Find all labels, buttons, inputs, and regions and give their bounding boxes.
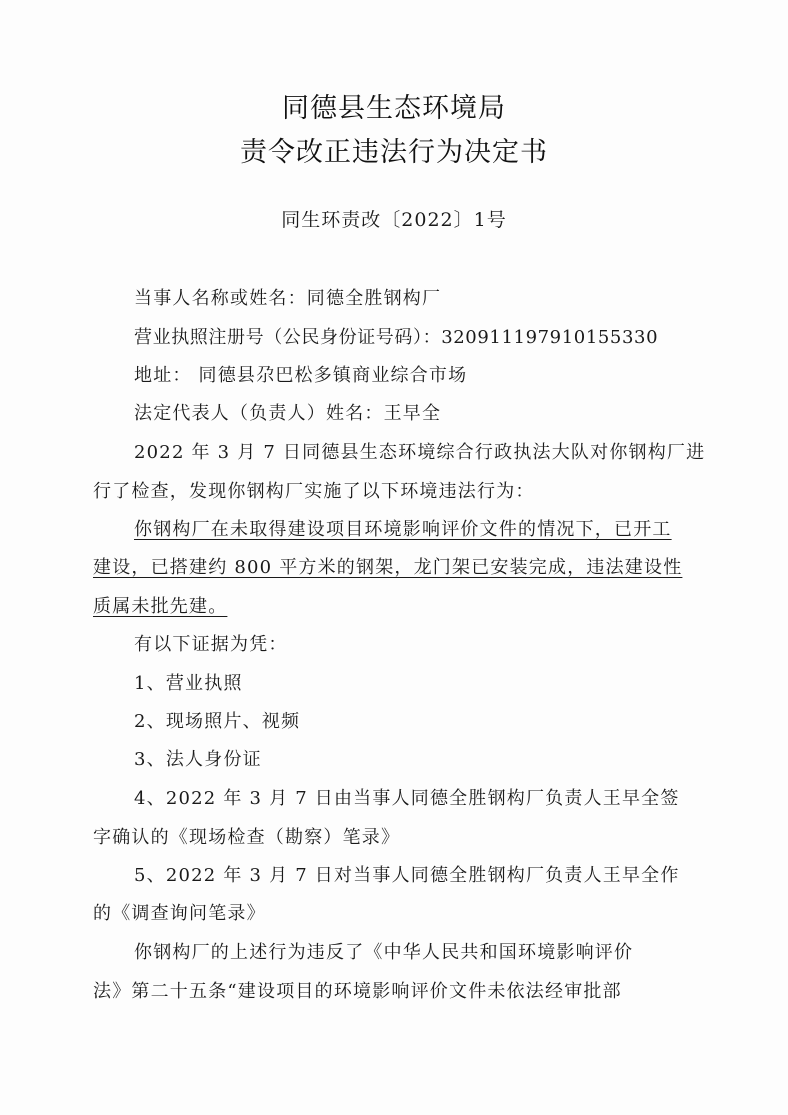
document-number: 同生环责改〔2022〕1号	[281, 209, 507, 231]
address-line: 地址： 同德县尕巴松多镇商业综合市场	[134, 365, 468, 386]
evidence-item-5-line-2: 的《调查询问笔录》	[93, 903, 266, 924]
evidence-item-2: 2、现场照片、视频	[134, 711, 301, 732]
evidence-item-5-line-1: 5、2022 年 3 月 7 日对当事人同德全胜钢构厂负责人王早全作	[134, 865, 680, 886]
evidence-item-4-line-1: 4、2022 年 3 月 7 日由当事人同德全胜钢构厂负责人王早全签	[134, 788, 680, 809]
document-title: 责令改正违法行为决定书	[240, 137, 548, 168]
evidence-item-1: 1、营业执照	[134, 673, 243, 694]
violation-line-2: 建设，已搭建约 800 平方米的钢架，龙门架已安装完成，违法建设性	[93, 557, 683, 578]
agency-title: 同德县生态环境局	[282, 93, 506, 124]
violation-line-3: 质属未批先建。	[93, 596, 228, 617]
license-number-line: 营业执照注册号（公民身份证号码）：320911197910155330	[134, 327, 659, 348]
violation-line-1: 你钢构厂在未取得建设项目环境影响评价文件的情况下，已开工	[134, 519, 672, 540]
law-paragraph-line-1: 你钢构厂的上述行为违反了《中华人民共和国环境影响评价	[134, 942, 634, 963]
evidence-intro: 有以下证据为凭：	[134, 634, 288, 655]
inspection-paragraph-line-1: 2022 年 3 月 7 日同德县生态环境综合行政执法大队对你钢构厂进	[134, 442, 706, 463]
law-paragraph-line-2: 法》第二十五条“建设项目的环境影响评价文件未依法经审批部	[93, 981, 622, 1002]
party-name-line: 当事人名称或姓名：同德全胜钢构厂	[134, 288, 442, 309]
inspection-paragraph-line-2: 行了检查，发现你钢构厂实施了以下环境违法行为：	[93, 481, 535, 502]
evidence-item-3: 3、法人身份证	[134, 749, 262, 770]
evidence-item-4-line-2: 字确认的《现场检查（勘察）笔录》	[93, 827, 401, 848]
legal-representative-line: 法定代表人（负责人）姓名：王早全	[134, 403, 442, 424]
